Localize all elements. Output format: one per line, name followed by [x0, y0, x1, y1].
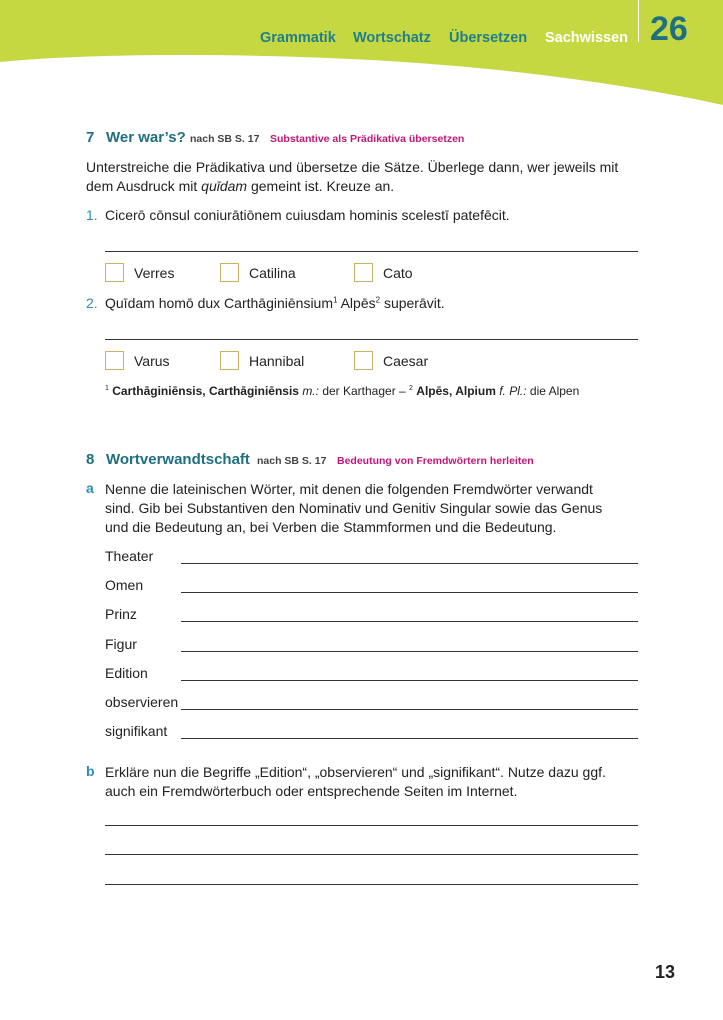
option-hannibal: Hannibal	[249, 353, 305, 369]
item1-number: 1.	[86, 207, 98, 223]
task8-topic: Bedeutung von Fremdwörtern herleiten	[337, 455, 534, 467]
task8-b-line1: Erkläre nun die Begriffe „Edition“, „observieren“ und „signifikant“. Nutze dazu ggf.	[105, 764, 606, 780]
task7-instruction-line1: Unterstreiche die Prädikativa und übersetze die Sätze. Überlege dann, wer jeweils mit	[86, 159, 619, 175]
task7-number: 7	[86, 129, 95, 146]
task7-ref: nach SB S. 17	[190, 133, 260, 145]
task8-title: Wortverwandtschaft	[106, 451, 250, 468]
word-prinz-line[interactable]	[181, 621, 638, 622]
task8-ref: nach SB S. 17	[257, 455, 327, 467]
item2-number: 2.	[86, 295, 98, 311]
checkbox-caesar[interactable]	[354, 351, 373, 370]
item1-sentence: Cicerō cōnsul coniurātiōnem cuiusdam hominis scelestī patefēcit.	[105, 207, 510, 223]
word-observieren: observieren	[105, 694, 179, 710]
task8-a-line2: sind. Gib bei Substantiven den Nominativ und Genitiv Singular sowie das Genus	[105, 500, 603, 516]
word-omen: Omen	[105, 577, 144, 593]
option-catilina: Catilina	[249, 265, 296, 281]
page-number: 13	[655, 962, 676, 982]
option-varus: Varus	[134, 353, 170, 369]
header-band	[0, 0, 723, 105]
word-signifikant: signifikant	[105, 723, 168, 739]
checkbox-hannibal[interactable]	[220, 351, 239, 370]
task8-b-answer-line1[interactable]	[105, 825, 638, 826]
word-prinz: Prinz	[105, 606, 137, 622]
header-curve	[0, 0, 723, 105]
item2-answer-line[interactable]	[105, 339, 638, 340]
option-cato: Cato	[383, 265, 413, 281]
task8-a-line1: Nenne die lateinischen Wörter, mit denen die folgenden Fremdwörter verwandt	[105, 481, 593, 497]
word-observieren-line[interactable]	[181, 709, 638, 710]
word-theater: Theater	[105, 548, 154, 564]
task8-b-instruction	[105, 763, 645, 801]
word-figur: Figur	[105, 636, 137, 652]
task8-a-instruction	[105, 480, 645, 537]
header-divider	[638, 0, 639, 42]
word-figur-line[interactable]	[181, 651, 638, 652]
checkbox-cato[interactable]	[354, 263, 373, 282]
task8-number: 8	[86, 451, 95, 468]
word-edition-line[interactable]	[181, 680, 638, 681]
task7-instruction	[86, 158, 646, 196]
word-signifikant-line[interactable]	[181, 738, 638, 739]
footnote: $^1$ Carthāginiēnsis, Carthāginiēnsis m.: der Karthager – $^2$ Alpēs, Alpium f. Pl.: die Alpen	[105, 384, 580, 398]
task8-a-letter: a	[86, 480, 94, 496]
task8-b-line2: auch ein Fremdwörterbuch oder entsprechende Seiten im Internet.	[105, 783, 518, 799]
item1-answer-line[interactable]	[105, 251, 638, 252]
task7-topic: Substantive als Prädikativa übersetzen	[270, 133, 465, 145]
task7-instruction-line2: dem Ausdruck mit quīdam gemeint ist. Kreuze an.	[86, 178, 395, 194]
task8-b-answer-line2[interactable]	[105, 854, 638, 855]
option-verres: Verres	[134, 265, 175, 281]
task7-title: Wer war’s?	[106, 129, 186, 146]
item2-sentence: Quīdam homō dux Carthāginiēnsium$^1$ Alpēs$^2$ superāvit.	[105, 295, 445, 311]
nav-wortschatz[interactable]: Wortschatz	[353, 30, 431, 46]
nav-grammatik[interactable]: Grammatik	[260, 30, 336, 46]
word-omen-line[interactable]	[181, 592, 638, 593]
task8-b-answer-line3[interactable]	[105, 884, 638, 885]
checkbox-verres[interactable]	[105, 263, 124, 282]
task8-b-letter: b	[86, 763, 95, 779]
word-edition: Edition	[105, 665, 148, 681]
task8-a-line3: und die Bedeutung an, bei Verben die Stammformen und die Bedeutung.	[105, 519, 557, 535]
option-caesar: Caesar	[383, 353, 429, 369]
checkbox-catilina[interactable]	[220, 263, 239, 282]
chapter-number: 26	[650, 10, 688, 48]
checkbox-varus[interactable]	[105, 351, 124, 370]
nav-sachwissen[interactable]: Sachwissen	[545, 30, 629, 46]
nav-uebersetzen[interactable]: Übersetzen	[449, 30, 528, 46]
word-theater-line[interactable]	[181, 563, 638, 564]
